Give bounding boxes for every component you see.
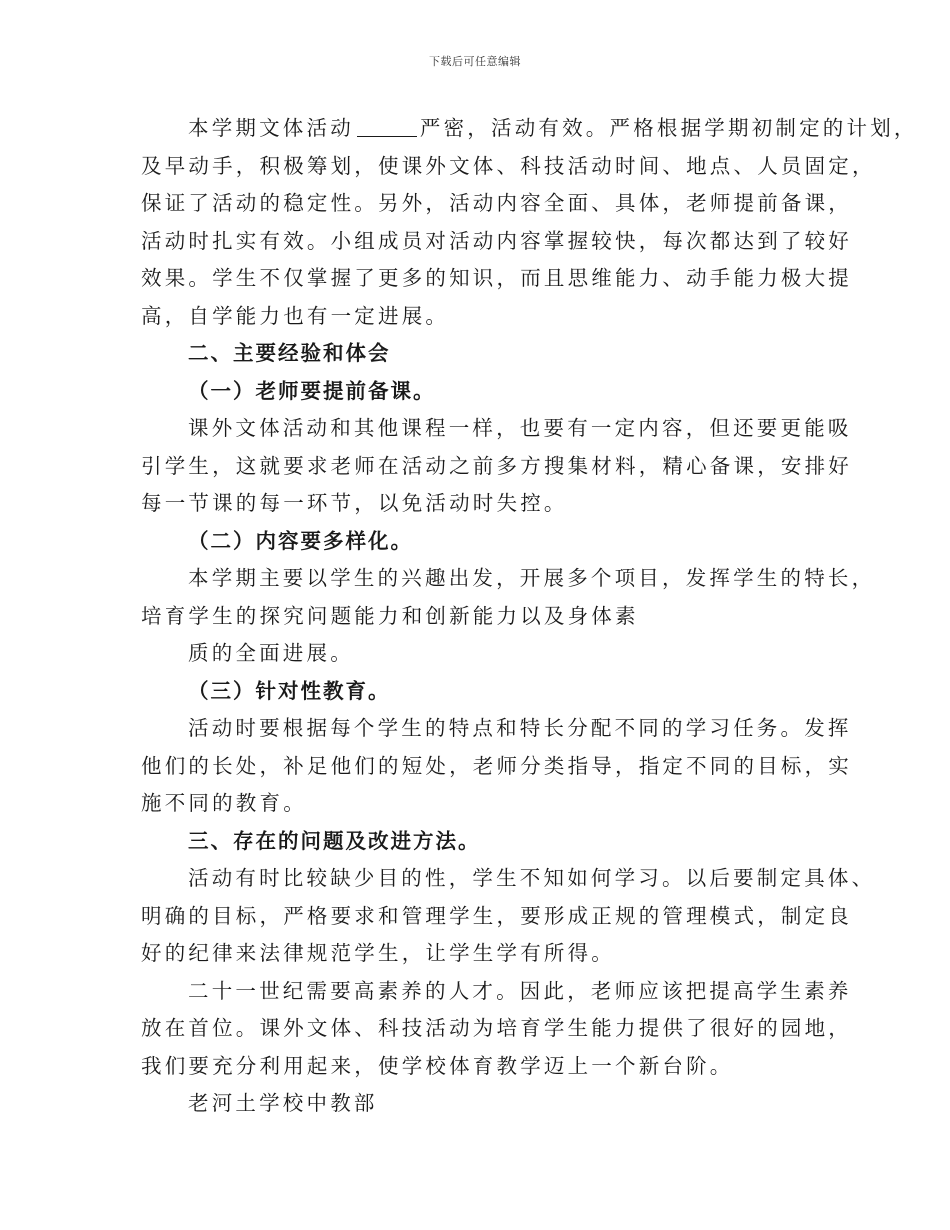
document-body <box>141 110 918 1123</box>
paragraph-line: 高，自学能力也有一定进展。 <box>141 303 450 328</box>
section-heading: 二、主要经验和体会 <box>188 341 391 365</box>
paragraph-line: 每一节课的每一环节，以免活动时失控。 <box>141 491 568 515</box>
text-segment: 严密，活动有效。严格根据学期初制定的计划， <box>419 116 918 140</box>
paragraph-line: 质的全面进展。 <box>188 641 354 665</box>
paragraph-line: 施不同的教育。 <box>141 791 307 815</box>
subsection-heading: （三）针对性教育。 <box>188 678 391 703</box>
subsection-heading: （二）内容要多样化。 <box>188 528 413 553</box>
signature: 老河土学校中教部 <box>188 1091 378 1115</box>
paragraph-line: 培育学生的探究问题能力和创新能力以及身体素 <box>141 603 639 628</box>
paragraph-line: 本学期主要以学生的兴趣出发，开展多个项目，发挥学生的特长， <box>188 566 876 590</box>
paragraph-line: 我们要充分利用起来，使学校体育教学迈上一个新台阶。 <box>141 1053 734 1078</box>
paragraph-line: 课外文体活动和其他课程一样，也要有一定内容，但还要更能吸 <box>188 416 852 440</box>
paragraph-line: 效果。学生不仅掌握了更多的知识，而且思维能力、动手能力极大提 <box>141 266 852 290</box>
fill-in-blank <box>357 116 417 137</box>
paragraph-line <box>141 110 918 148</box>
page-header-note: 下载后可任意编辑 <box>429 55 521 68</box>
paragraph-line: 明确的目标，严格要求和管理学生，要形成正规的管理模式，制定良 <box>141 903 852 928</box>
paragraph-line: 保证了活动的稳定性。另外，活动内容全面、具体，老师提前备课， <box>141 191 852 215</box>
paragraph-line: 引学生，这就要求老师在活动之前多方搜集材料，精心备课，安排好 <box>141 453 852 478</box>
paragraph-line: 他们的长处，补足他们的短处，老师分类指导，指定不同的目标，实 <box>141 753 852 778</box>
paragraph-line: 二十一世纪需要高素养的人才。因此，老师应该把提高学生素养 <box>188 978 852 1003</box>
section-heading: 三、存在的问题及改进方法。 <box>188 828 481 853</box>
paragraph-line: 活动时要根据每个学生的特点和特长分配不同的学习任务。发挥 <box>188 716 852 740</box>
paragraph-line: 好的纪律来法律规范学生，让学生学有所得。 <box>141 941 615 965</box>
paragraph-line: 活动时扎实有效。小组成员对活动内容掌握较快，每次都达到了较好 <box>141 228 852 253</box>
text-segment: 本学期文体活动 <box>188 116 354 140</box>
subsection-heading: （一）老师要提前备课。 <box>188 378 436 403</box>
paragraph-line: 放在首位。课外文体、科技活动为培育学生能力提供了很好的园地， <box>141 1016 852 1040</box>
paragraph-line: 及早动手，积极筹划，使课外文体、科技活动时间、地点、人员固定， <box>141 153 876 178</box>
paragraph-line: 活动有时比较缺少目的性，学生不知如何学习。以后要制定具体、 <box>188 866 876 890</box>
